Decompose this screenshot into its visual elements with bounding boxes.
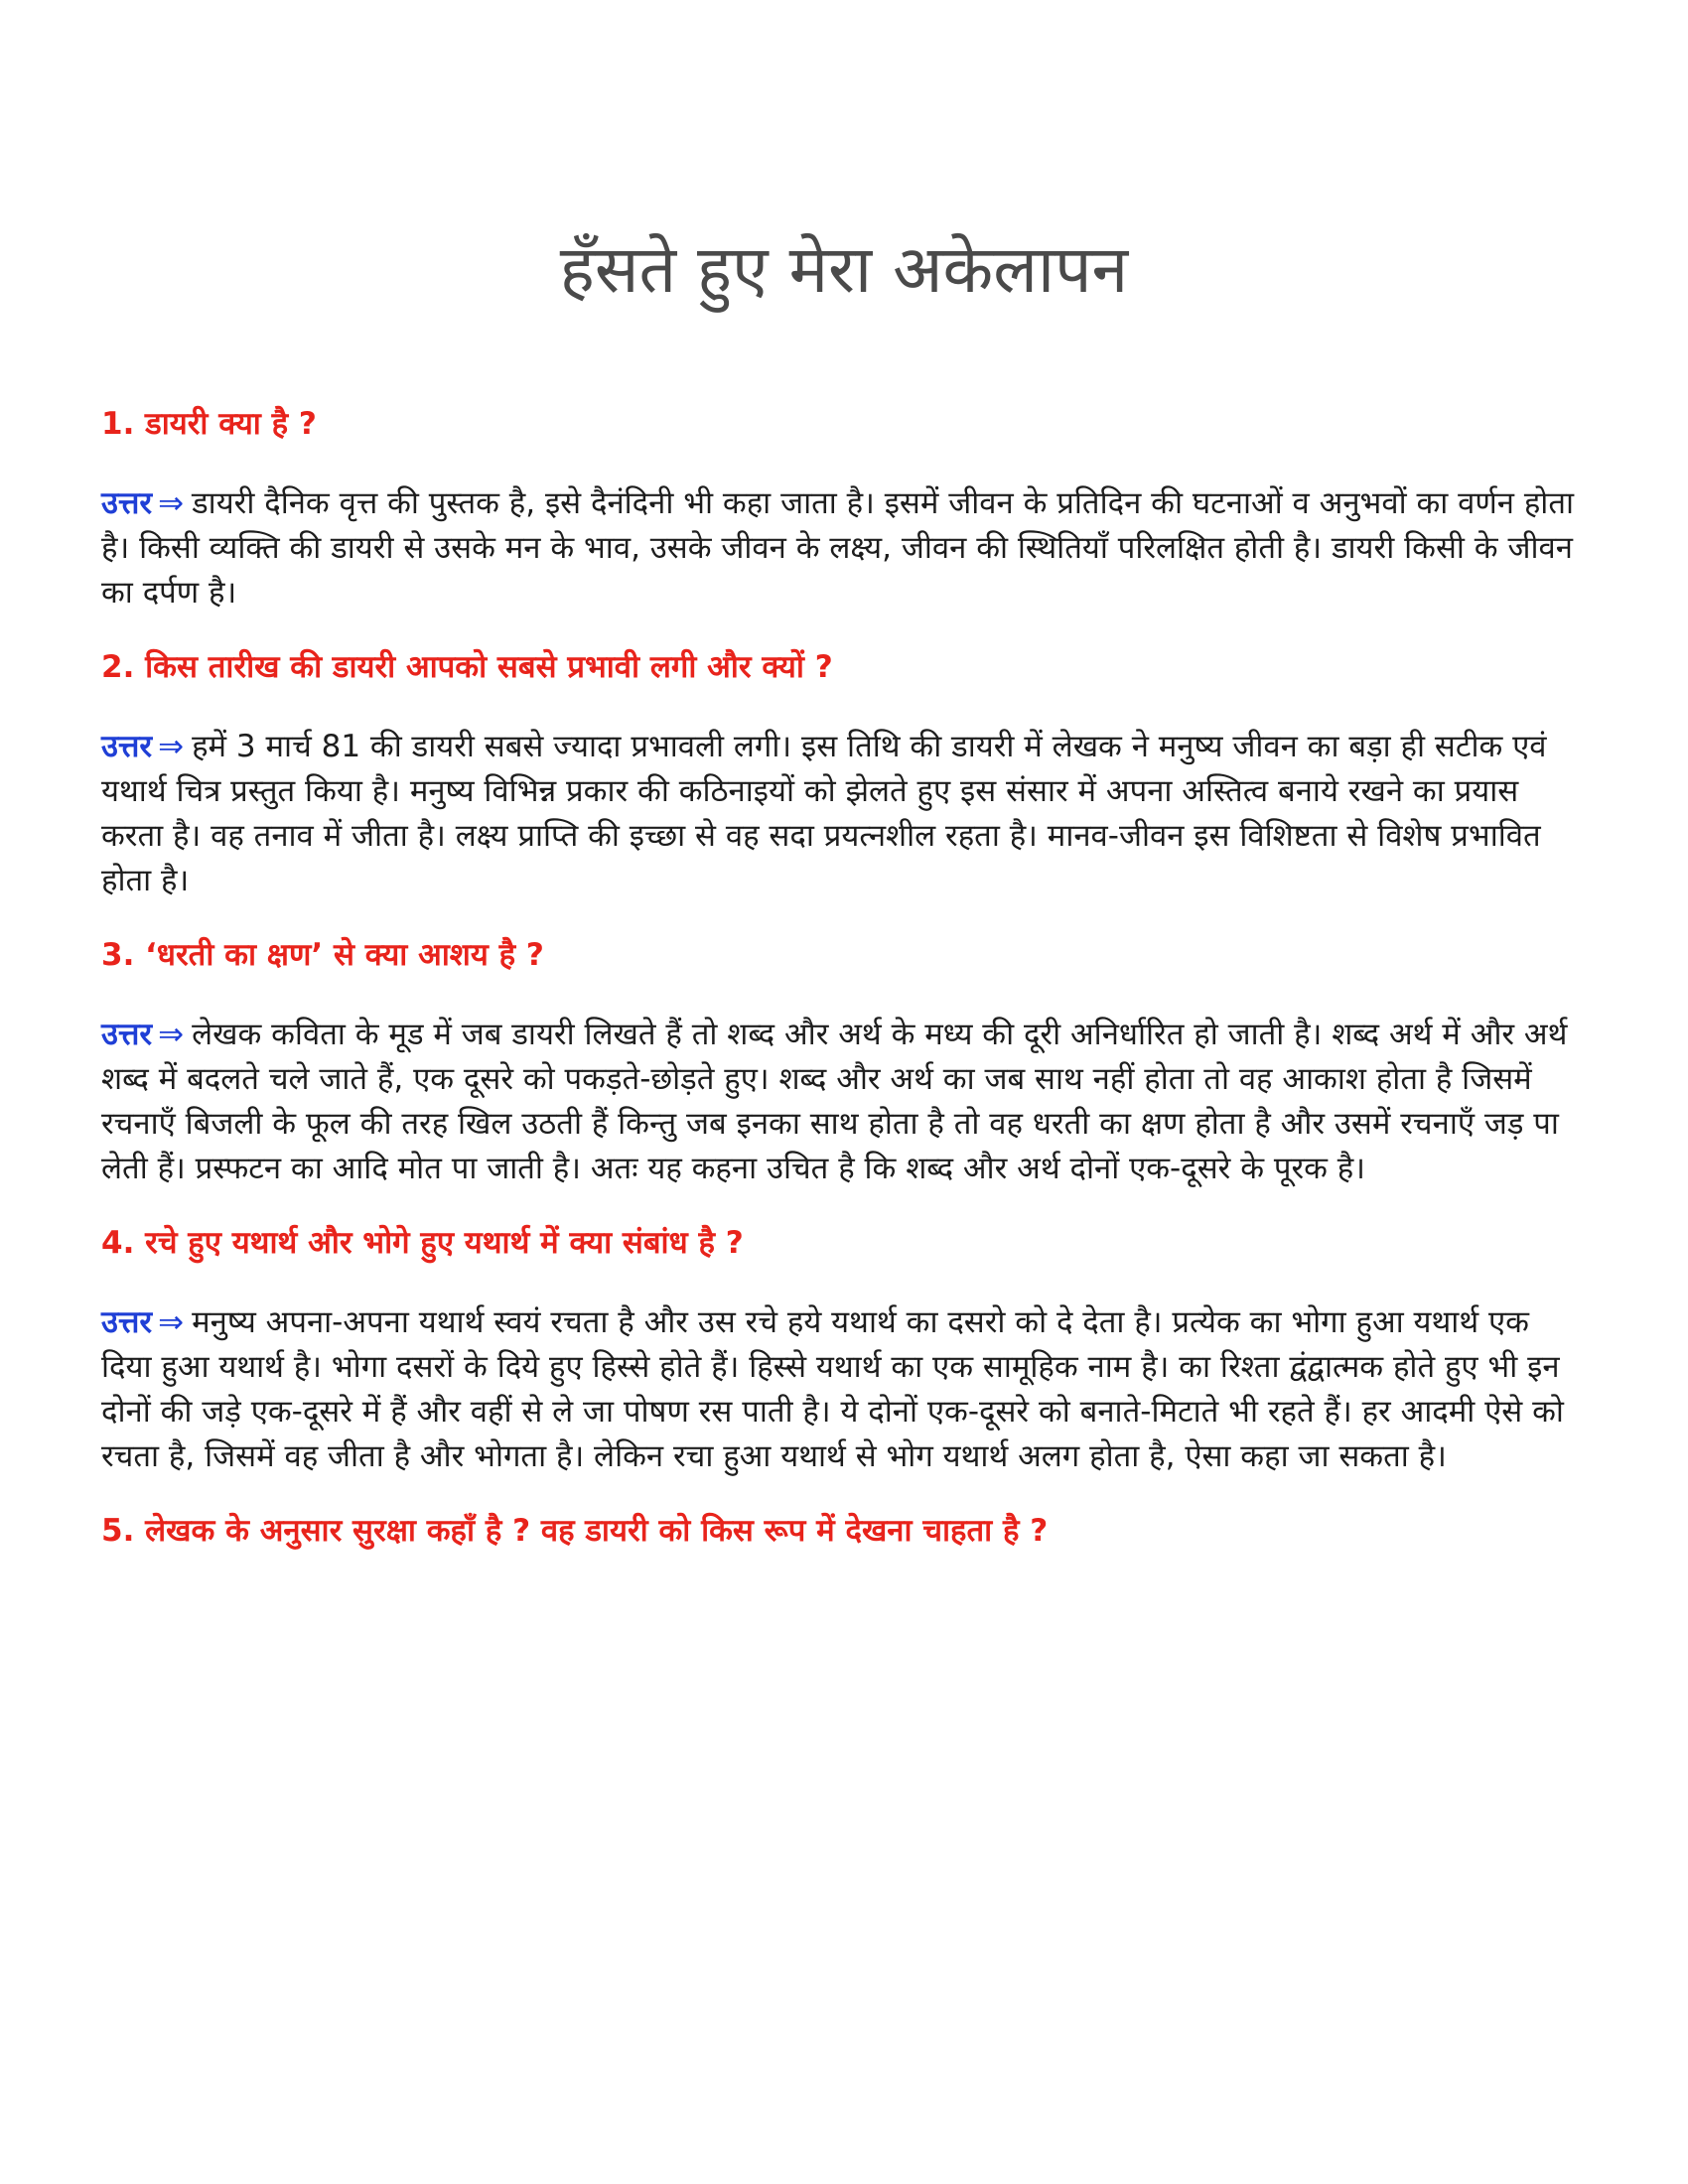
arrow-icon: ⇒ (158, 1017, 185, 1052)
arrow-icon: ⇒ (158, 485, 185, 521)
answer-1 (101, 481, 1587, 615)
answer-3 (101, 1013, 1587, 1191)
qa-item-1 (101, 402, 1587, 615)
answer-label: उत्तर (101, 1304, 153, 1340)
qa-item-2 (101, 645, 1587, 903)
answer-text: मनुष्य अपना-अपना यथार्थ स्वयं रचता है और उस रचे हये यथार्थ का दसरो को दे देता है। प्रत्येक का भोगा हुआ यथार्थ एक दिया हुआ यथार्थ है। भोगा दसरों के दिये हुए हिस्से होते हैं। हिस्से यथार्थ का एक सामूहिक नाम है। का रिश्ता द्वंद्वात्मक होते हुए भी इन दोनों की जड़े एक-दूसरे में हैं और वहीं से ले जा पोषण रस पाती है। ये दोनों एक-दूसरे को बनाते-मिटाते भी रहते हैं। हर आदमी ऐसे को रचता है, जिसमें वह जीता है और भोगता है। लेकिन रचा हुआ यथार्थ से भोग यथार्थ अलग होता है, ऐसा कहा जा सकता है। (101, 1304, 1564, 1474)
answer-text: हमें 3 मार्च 81 की डायरी सबसे ज्यादा प्रभावली लगी। इस तिथि की डायरी में लेखक ने मनुष्य जीवन का बड़ा ही सटीक एवं यथार्थ चित्र प्रस्तुत किया है। मनुष्य विभिन्न प्रकार की कठिनाइयों को झेलते हुए इस संसार में अपना अस्तित्व बनाये रखने का प्रयास करता है। वह तनाव में जीता है। लक्ष्य प्राप्ति की इच्छा से वह सदा प्रयत्नशील रहता है। मानव-जीवन इस विशिष्टता से विशेष प्रभावित होता है। (101, 729, 1547, 898)
arrow-icon: ⇒ (158, 1304, 185, 1340)
answer-4 (101, 1300, 1587, 1479)
answer-text: डायरी दैनिक वृत्त की पुस्तक है, इसे दैनंदिनी भी कहा जाता है। इसमें जीवन के प्रतिदिन की घटनाओं व अनुभवों का वर्णन होता है। किसी व्यक्ति की डायरी से उसके मन के भाव, उसके जीवन के लक्ष्य, जीवन की स्थितियाँ परिलक्षित होती है। डायरी किसी के जीवन का दर्पण है। (101, 485, 1575, 611)
question-1: 1. डायरी क्या है ? (101, 406, 317, 442)
question-2: 2. किस तारीख की डायरी आपको सबसे प्रभावी लगी और क्यों ? (101, 649, 833, 685)
arrow-icon: ⇒ (158, 729, 185, 764)
question-5: 5. लेखक के अनुसार सुरक्षा कहाँ है ? वह डायरी को किस रूप में देखना चाहता है ? (101, 1513, 1049, 1549)
qa-item-3 (101, 933, 1587, 1191)
question-4: 4. रचे हुए यथार्थ और भोगे हुए यथार्थ में क्या संबांध है ? (101, 1225, 744, 1261)
page-title: हँसते हुए मेरा अकेलापन (559, 231, 1129, 308)
answer-label: उत्तर (101, 485, 153, 521)
answer-text: लेखक कविता के मूड में जब डायरी लिखते हैं तो शब्द और अर्थ के मध्य की दूरी अनिर्धारित हो जाती है। शब्द अर्थ में और अर्थ शब्द में बदलते चले जाते हैं, एक दूसरे को पकड़ते-छोड़ते हुए। शब्द और अर्थ का जब साथ नहीं होता तो वह आकाश होता है जिसमें रचनाएँ बिजली के फूल की तरह खिल उठती हैं किन्तु जब इनका साथ होता है तो वह धरती का क्षण होता है और उसमें रचनाएँ जड़ पा लेती हैं। प्रस्फटन का आदि मोत पा जाती है। अतः यह कहना उचित है कि शब्द और अर्थ दोनों एक-दूसरे के पूरक है। (101, 1017, 1568, 1186)
answer-2 (101, 725, 1587, 903)
question-3: 3. ‘धरती का क्षण’ से क्या आशय है ? (101, 937, 544, 973)
qa-item-4 (101, 1221, 1587, 1479)
answer-label: उत्तर (101, 1017, 153, 1052)
answer-label: उत्तर (101, 729, 153, 764)
qa-content (101, 402, 1587, 1588)
qa-item-5 (101, 1509, 1587, 1553)
